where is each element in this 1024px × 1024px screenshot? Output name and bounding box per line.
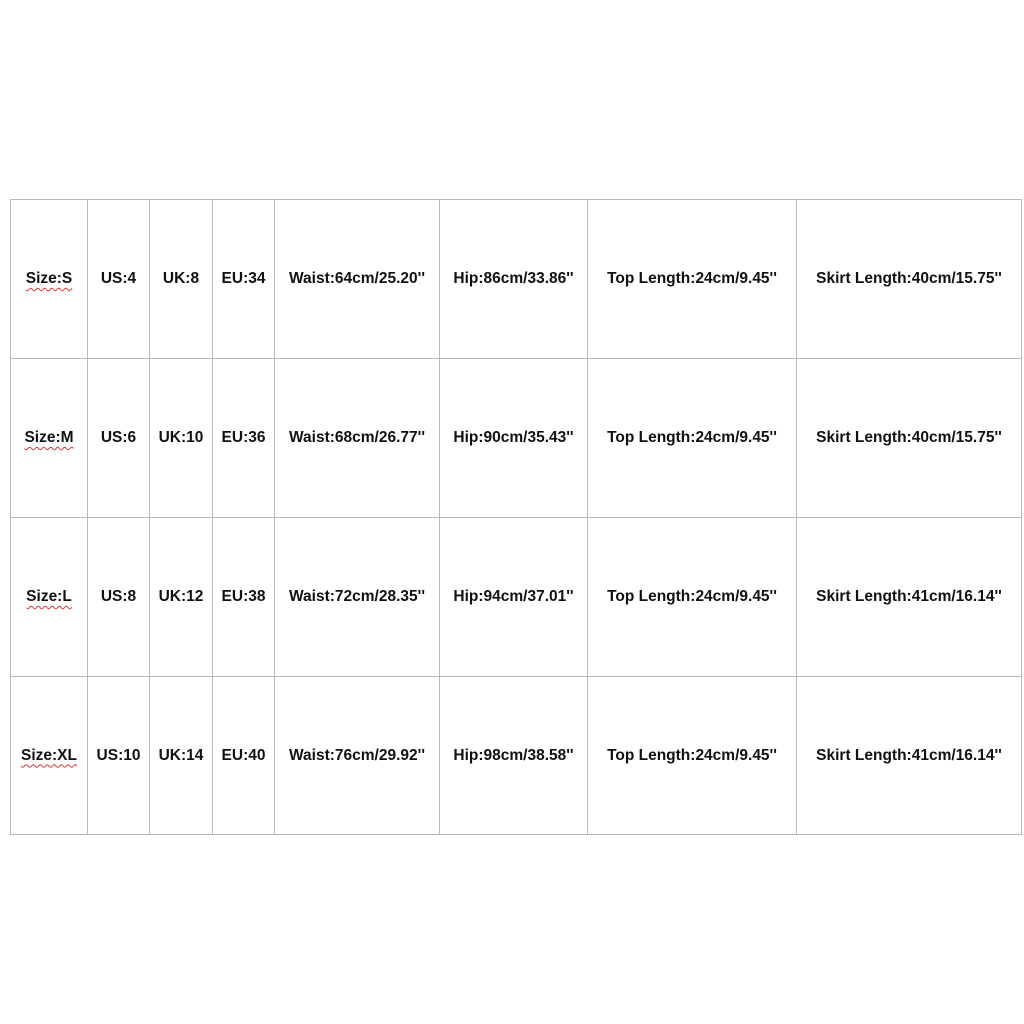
size-label: Size:M [24,429,74,446]
eu-size-cell: EU:34 [213,200,275,359]
eu-size-cell: EU:36 [213,359,275,518]
size-label: Size:XL [21,746,77,764]
uk-size-cell: UK:10 [150,359,213,518]
us-size-cell: US:4 [88,200,150,359]
us-size-cell: US:10 [88,677,150,835]
size-cell [11,518,88,677]
waist-cell: Waist:64cm/25.20'' [275,200,440,359]
size-label: Size:S [25,270,73,287]
size-cell [11,677,88,835]
skirt-length-cell: Skirt Length:41cm/16.14'' [797,677,1022,835]
waist-cell: Waist:76cm/29.92'' [275,677,440,835]
eu-size-cell: EU:38 [213,518,275,677]
top-length-cell: Top Length:24cm/9.45'' [588,677,797,835]
table-row [11,518,1022,677]
top-length-cell: Top Length:24cm/9.45'' [588,200,797,359]
us-size-cell: US:8 [88,518,150,677]
waist-cell: Waist:72cm/28.35'' [275,518,440,677]
waist-cell: Waist:68cm/26.77'' [275,359,440,518]
skirt-length-cell: Skirt Length:41cm/16.14'' [797,518,1022,677]
hip-cell: Hip:90cm/35.43'' [440,359,588,518]
size-chart-table [10,199,1022,835]
skirt-length-cell: Skirt Length:40cm/15.75'' [797,359,1022,518]
table-row [11,200,1022,359]
skirt-length-cell: Skirt Length:40cm/15.75'' [797,200,1022,359]
table-row [11,359,1022,518]
size-label: Size:L [26,588,72,605]
eu-size-cell: EU:40 [213,677,275,835]
hip-cell: Hip:86cm/33.86'' [440,200,588,359]
size-cell [11,200,88,359]
hip-cell: Hip:94cm/37.01'' [440,518,588,677]
top-length-cell: Top Length:24cm/9.45'' [588,518,797,677]
hip-cell: Hip:98cm/38.58'' [440,677,588,835]
uk-size-cell: UK:14 [150,677,213,835]
top-length-cell: Top Length:24cm/9.45'' [588,359,797,518]
uk-size-cell: UK:12 [150,518,213,677]
size-cell [11,359,88,518]
table-row [11,677,1022,835]
uk-size-cell: UK:8 [150,200,213,359]
us-size-cell: US:6 [88,359,150,518]
